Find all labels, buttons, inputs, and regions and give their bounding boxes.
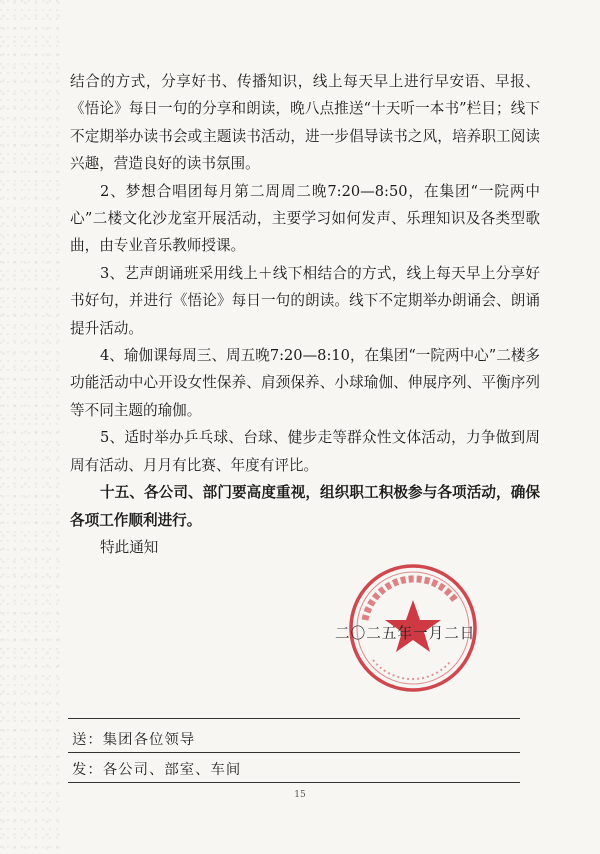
distribution-middle-rule — [68, 752, 520, 753]
scan-edge-noise — [0, 0, 60, 854]
paragraph: 特此通知 — [100, 538, 159, 556]
paragraph: 5、适时举办乒乓球、台球、健步走等群众性文体活动，力争做到周周有活动、月月有比赛、年度有评比。 — [70, 429, 540, 474]
paragraph: 十五、各公司、部门要高度重视，组织职工积极参与各项活动，确保各项工作顺利进行。 — [70, 484, 540, 529]
issue-to-line: 发：各公司、部室、车间 — [72, 762, 242, 778]
send-to-line: 送：集团各位领导 — [72, 732, 196, 748]
document-body — [70, 68, 540, 561]
paragraph: 2、梦想合唱团每月第二周周二晚7:20—8:50，在集团“一院两中心”二楼文化沙龙室开展活动，主要学习如何发声、乐理知识及各类型歌曲，由专业音乐教师授课。 — [70, 182, 540, 255]
document-date: 二〇二五年一月二日 — [335, 625, 476, 642]
paragraph: 3、艺声朗诵班采用线上＋线下相结合的方式，线上每天早上分享好书好句，并进行《悟论》每日一句的朗读。线下不定期举办朗诵会、朗诵提升活动。 — [70, 264, 540, 337]
paragraph: 4、瑜伽课每周三、周五晚7:20—8:10，在集团“一院两中心”二楼多功能活动中心开设女性保养、肩颈保养、小球瑜伽、伸展序列、平衡序列等不同主题的瑜伽。 — [70, 347, 541, 419]
distribution-top-rule — [68, 718, 520, 719]
distribution-bottom-rule — [68, 782, 520, 783]
paragraph: 结合的方式，分享好书、传播知识，线上每天早上进行早安语、早报、《悟论》每日一句的分享和朗读，晚八点推送“十天听一本书”栏目；线下不定期举办读书会或主题读书活动，进一步倡导读书之风，培养职工阅读兴趣，营造良好的读书氛围。 — [70, 73, 540, 173]
page-number: 15 — [294, 790, 306, 800]
